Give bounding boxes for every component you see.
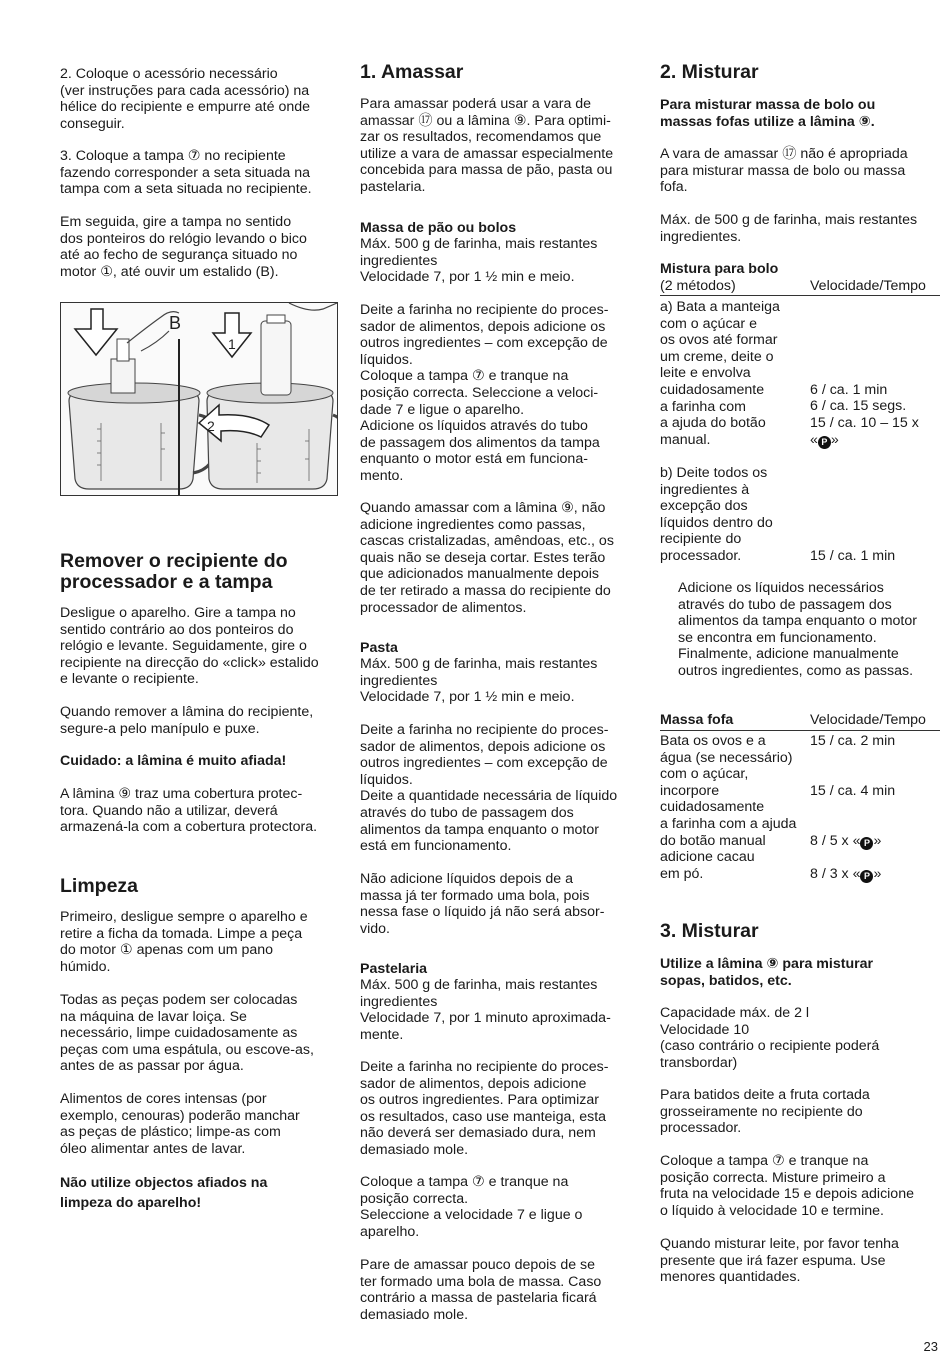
- pastelaria-lid: Coloque a tampa ⑦ e tranque na posição correcta. Seleccione a velocidade 7 e ligue o aparelho.: [360, 1174, 583, 1240]
- label-b: B: [169, 313, 182, 333]
- bolo-title: Mistura para bolo: [660, 261, 779, 277]
- fofa-speed: 15 / ca. 2 min: [810, 733, 896, 749]
- bolo-method-a: a) Bata a manteiga com o açúcar e os ovos até formar um creme, deite o leite e envolva cuidadosamente a farinha com a ajuda do botão manual.: [660, 299, 780, 448]
- label-2: 2: [207, 418, 215, 434]
- bolo-table: [660, 261, 940, 294]
- bolo-col-header: Velocidade/Tempo: [810, 277, 926, 294]
- batidos-text: Para batidos deite a fruta cortada grosseiramente no recipiente do processador.: [660, 1087, 870, 1137]
- assembly-illustration: [60, 302, 338, 496]
- fofa-speed: 8 / 3 x « P »: [810, 865, 882, 882]
- capacidade-text: Capacidade máx. de 2 l Velocidade 10 (caso contrário o recipiente poderá transbordar): [660, 1005, 880, 1071]
- processor-diagram: [61, 303, 337, 495]
- section-heading-amassar: 1. Amassar: [360, 61, 464, 83]
- pasta-quantity: Máx. 500 g de farinha, mais restantes ingredientes: [360, 656, 598, 689]
- divider: [660, 295, 940, 296]
- bolo-header-row: [660, 278, 940, 295]
- subheading-pasta: Pasta: [360, 640, 398, 656]
- section-heading-misturar-2: 2. Misturar: [660, 61, 759, 83]
- limpeza-text-3: Alimentos de cores intensas (por exemplo, cenouras) poderão manchar as peças de plástico; limpe-as com óleo alimentar antes de lavar.: [60, 1091, 300, 1157]
- fofa-step: adicione cacau: [660, 849, 755, 866]
- table-row: [660, 783, 940, 800]
- table-row: [660, 849, 940, 866]
- massa-pao-speed: Velocidade 7, por 1 ½ min e meio.: [360, 269, 575, 285]
- bolo-row-a: [660, 299, 940, 448]
- pasta-speed: Velocidade 7, por 1 ½ min e meio.: [360, 689, 575, 705]
- massa-pao-instructions: Deite a farinha no recipiente do proces- sador de alimentos, depois adicione os outros ingredientes – com excepção de líquidos. Coloque a tampa ⑦ e tranque na posição correcta. Seleccione a veloci- dade 7 e ligue o aparelho. Adicione os líquidos através do tubo de passagem dos alimentos da tampa enquanto o motor está em funciona- mento.: [360, 302, 609, 484]
- section-heading-remover: Remover o recipiente do processador e a tampa: [60, 550, 288, 593]
- bolo-a-pulse: « P »: [810, 432, 839, 448]
- pastelaria-instructions: Deite a farinha no recipiente do proces- sador de alimentos, depois adicione os outros ingredientes. Para optimizar os resultados, caso use manteiga, esta não deverá ser demasiado dura, nem demasiado mole.: [360, 1059, 609, 1158]
- fofa-table: [660, 733, 940, 882]
- blade-cover-text: A lâmina ⑨ traz uma cobertura protec- tora. Quando não a utilizar, deverá armazená-la com a cobertura protectora.: [60, 786, 318, 836]
- max-farinha-note: Máx. de 500 g de farinha, mais restantes ingredientes.: [660, 212, 918, 245]
- fofa-speed: 15 / ca. 4 min: [810, 782, 896, 799]
- fofa-table-header: [660, 712, 940, 729]
- fofa-step: cuidadosamente: [660, 799, 765, 816]
- misturar-intro: Para misturar massa de bolo ou massas fofas utilize a lâmina ⑨.: [660, 97, 876, 130]
- leite-note: Quando misturar leite, por favor tenha presente que irá fazer espuma. Use menores quantidades.: [660, 1236, 899, 1286]
- pastelaria-stop-note: Pare de amassar pouco depois de se ter formado uma bola de massa. Caso contrário a massa de pastelaria ficará demasiado mole.: [360, 1257, 602, 1323]
- table-row: [660, 766, 940, 783]
- vara-note: A vara de amassar ⑰ não é apropriada para misturar massa de bolo ou massa fofa.: [660, 146, 908, 196]
- fofa-title: Massa fofa: [660, 712, 734, 728]
- fofa-step: incorpore: [660, 782, 720, 799]
- bolo-liquid-note: Adicione os líquidos necessários através do tubo de passagem dos alimentos da tampa enquanto o motor se encontra em funcionamento. Finalmente, adicione manualmente outros ingredientes, como as passas.: [678, 580, 917, 679]
- misturar-3-intro: Utilize a lâmina ⑨ para misturar sopas, batidos, etc.: [660, 956, 874, 989]
- pulse-icon: P: [860, 870, 873, 883]
- fofa-step: a farinha com a ajuda: [660, 815, 797, 832]
- fofa-step: Bata os ovos e a: [660, 733, 766, 749]
- table-row: [660, 750, 940, 767]
- remover-text-1: Desligue o aparelho. Gire a tampa no sentido contrário ao dos ponteiros do relógio e levante. Seguidamente, gire o recipiente na direcção do «click» estalido e levante o recipiente.: [60, 605, 319, 688]
- pulse-icon: P: [860, 837, 873, 850]
- section-heading-misturar-3: 3. Misturar: [660, 920, 759, 942]
- pasta-liquid-note: Não adicione líquidos depois de a massa já ter formado uma bola, pois nessa fase o líquido já não será absor- vido.: [360, 871, 605, 937]
- divider: [660, 730, 940, 731]
- massa-pao-quantity: Máx. 500 g de farinha, mais restantes ingredientes: [360, 236, 598, 269]
- table-row: [660, 799, 940, 816]
- step-3-text: 3. Coloque a tampa ⑦ no recipiente fazendo corresponder a seta situada na tampa com a seta situada no recipiente.: [60, 148, 312, 198]
- table-row: [660, 733, 940, 750]
- table-row: [660, 833, 940, 850]
- fofa-step: com o açúcar,: [660, 766, 749, 783]
- fofa-step: em pó.: [660, 865, 704, 882]
- limpeza-warning: Não utilize objectos afiados na limpeza do aparelho!: [60, 1175, 268, 1211]
- lamina-note: Quando amassar com a lâmina ⑨, não adicione ingredientes como passas, cascas cristalizadas, amêndoas, etc., os quais não se deseja cortar. Estes terão que adicionados manualmente depois de ter retirado a massa do recipiente do processador de alimentos.: [360, 500, 614, 616]
- bolo-a-speed-1: 6 / ca. 1 min: [810, 382, 888, 398]
- limpeza-text-2: Todas as peças podem ser colocadas na máquina de lavar loiça. Se necessário, limpe cuidadosamente as peças com uma espátula, ou escove-as, antes de as passar por água.: [60, 992, 314, 1075]
- bolo-row-b: [660, 465, 940, 565]
- table-row: [660, 816, 940, 833]
- subheading-massa-pao: Massa de pão ou bolos: [360, 220, 517, 236]
- bolo-a-speed-2: 6 / ca. 15 segs.: [810, 398, 907, 414]
- remover-text-2: Quando remover a lâmina do recipiente, segure-a pelo manípulo e puxe.: [60, 704, 314, 737]
- subheading-pastelaria: Pastelaria: [360, 961, 428, 977]
- label-1: 1: [228, 336, 236, 352]
- section-heading-limpeza: Limpeza: [60, 875, 139, 897]
- bolo-b-speed: 15 / ca. 1 min: [810, 548, 896, 564]
- bolo-a-speed-3: 15 / ca. 10 – 15 x: [810, 415, 919, 431]
- page-number: 23: [923, 1339, 938, 1354]
- amassar-intro: Para amassar poderá usar a vara de amassar ⑰ ou a lâmina ⑨. Para optimi- zar os resultados, recomendamos que utilize a vara de amassar especialmente concebida para massa de pão, pasta ou pastelaria.: [360, 96, 614, 195]
- limpeza-text-1: Primeiro, desligue sempre o aparelho e retire a ficha da tomada. Limpe a peça do motor ① apenas com um pano húmido.: [60, 909, 308, 975]
- step-2-text: 2. Coloque o acessório necessário (ver instruções para cada acessório) na hélice do recipiente e empurre até onde conseguir.: [60, 66, 311, 132]
- fofa-speed: 8 / 5 x « P »: [810, 832, 882, 849]
- bolo-methods: (2 métodos): [660, 277, 736, 294]
- fofa-step: água (se necessário): [660, 749, 793, 766]
- pasta-instructions: Deite a farinha no recipiente do proces- sador de alimentos, depois adicione os outros ingredientes – com excepção de líquidos. Deite a quantidade necessária de líquido através do tubo de passagem dos alimentos da tampa enquanto o motor está em funcionamento.: [360, 722, 618, 855]
- batidos-mix-text: Coloque a tampa ⑦ e tranque na posição correcta. Misture primeiro a fruta na velocidade 15 e depois adicione o líquido à velocidade 10 e termine.: [660, 1153, 914, 1219]
- fofa-step: do botão manual: [660, 832, 766, 849]
- rotate-lid-text: Em seguida, gire a tampa no sentido dos ponteiros do relógio levando o bico até ao fecho de segurança situado no motor ①, até ouvir um estalido (B).: [60, 214, 307, 280]
- pastelaria-quantity: Máx. 500 g de farinha, mais restantes ingredientes Velocidade 7, por 1 minuto aproximada- mente.: [360, 977, 611, 1043]
- pulse-icon: P: [818, 436, 831, 449]
- warning-text: Cuidado: a lâmina é muito afiada!: [60, 753, 287, 769]
- table-row: [660, 866, 940, 883]
- fofa-col-header: Velocidade/Tempo: [810, 712, 926, 728]
- bolo-method-b: b) Deite todos os ingredientes à excepção dos líquidos dentro do recipiente do processador.: [660, 465, 773, 564]
